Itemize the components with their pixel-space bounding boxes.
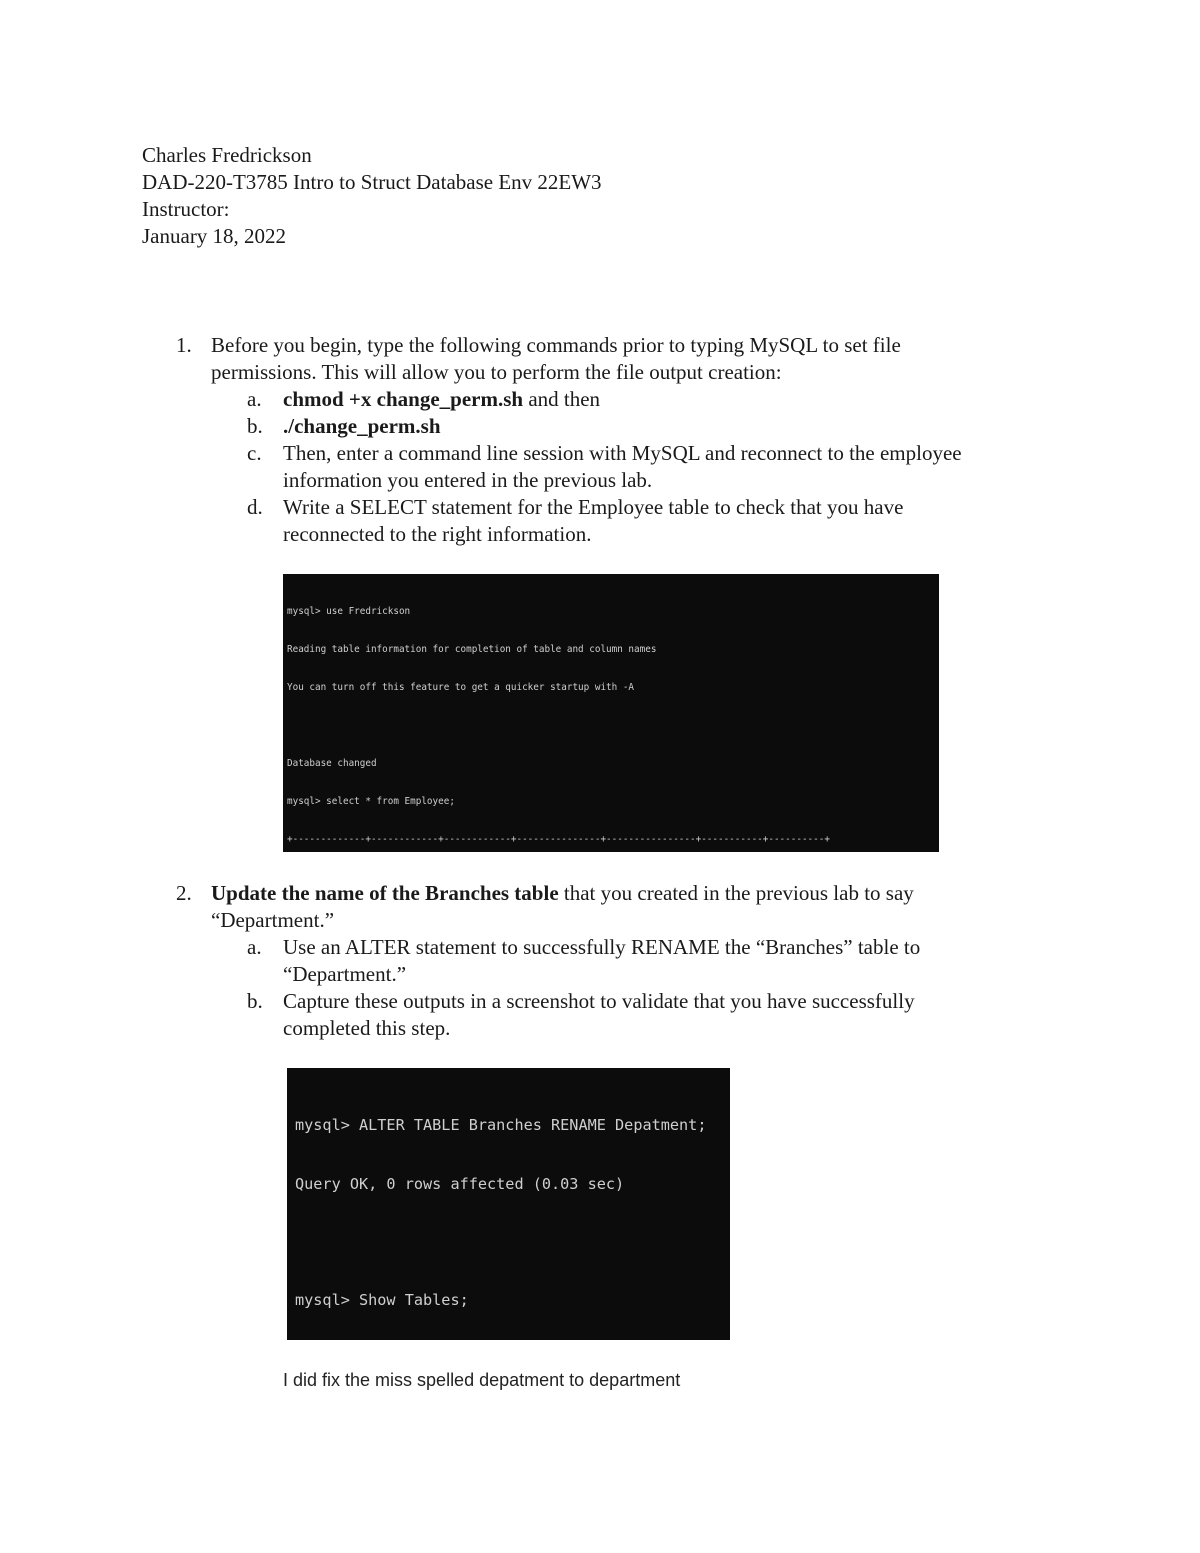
sub-item-text: and then — [523, 387, 601, 411]
sub-item-text-line1: Use an ALTER statement to successfully RENAME the “Branches” table to — [283, 935, 921, 959]
sub-item-letter: a. — [247, 935, 262, 959]
question-1 — [142, 332, 1062, 548]
sub-item-letter: a. — [247, 387, 262, 411]
sub-item-text-line2: “Department.” — [283, 962, 407, 986]
terminal-line: mysql> use Fredrickson — [287, 605, 411, 617]
terminal-line: mysql> Show Tables; — [295, 1291, 469, 1310]
instructor-label: Instructor: — [142, 197, 230, 221]
question-bold-text: Update the name of the Branches table — [211, 881, 559, 905]
sub-item-c — [247, 440, 1062, 494]
sub-item-text-line2: information you entered in the previous lab. — [283, 468, 653, 492]
command-text: chmod +x change_perm.sh — [283, 387, 524, 411]
question-text-line1 — [211, 880, 1062, 907]
command-text: ./change_perm.sh — [283, 414, 441, 438]
terminal-line — [287, 719, 935, 728]
document-header — [142, 142, 602, 250]
question-text-line1: Before you begin, type the following commands prior to typing MySQL to set file — [211, 333, 901, 357]
terminal-line: Query OK, 0 rows affected (0.03 sec) — [295, 1174, 625, 1193]
sub-item-text-line2: completed this step. — [283, 1016, 451, 1040]
question-text-line2: “Department.” — [211, 908, 335, 932]
mysql-terminal-screenshot-1 — [283, 574, 939, 852]
sub-item-text-line1: Capture these outputs in a screenshot to validate that you have successfully — [283, 989, 915, 1013]
terminal-line: mysql> ALTER TABLE Branches RENAME Depatment; — [295, 1116, 707, 1135]
terminal-line: mysql> select * from Employee; — [287, 796, 455, 808]
question-2 — [142, 880, 1062, 1042]
sub-item-b — [247, 988, 1062, 1042]
terminal-line — [295, 1232, 722, 1247]
sub-item-a — [247, 934, 1062, 988]
question-number: 2. — [176, 881, 192, 905]
terminal-line: You can turn off this feature to get a quicker startup with -A — [287, 682, 635, 694]
question-text-line2: permissions. This will allow you to perform the file output creation: — [211, 360, 782, 384]
sub-item-text-line1: Then, enter a command line session with MySQL and reconnect to the employee — [283, 441, 962, 465]
question-text: that you created in the previous lab to say — [558, 881, 914, 905]
course-title: DAD-220-T3785 Intro to Struct Database Env 22EW3 — [142, 170, 602, 194]
mysql-terminal-screenshot-2 — [287, 1068, 730, 1340]
sub-item-b — [247, 413, 1062, 440]
author-name: Charles Fredrickson — [142, 143, 312, 167]
sub-item-text-line1: Write a SELECT statement for the Employee table to check that you have — [283, 495, 904, 519]
sub-item-letter: b. — [247, 414, 263, 438]
table-border: +-------------+------------+------------+---------------+----------------+-----------+----------+ — [287, 834, 830, 846]
sub-item-a — [247, 386, 1062, 413]
terminal-line: Database changed — [287, 758, 377, 770]
sub-item-letter: d. — [247, 495, 263, 519]
sub-item-letter: c. — [247, 441, 262, 465]
sub-item-d — [247, 494, 1062, 548]
author-note: I did fix the miss spelled depatment to department — [283, 1370, 681, 1390]
terminal-line: Reading table information for completion of table and column names — [287, 643, 657, 655]
sub-item-text-line2: reconnected to the right information. — [283, 522, 592, 546]
document-date: January 18, 2022 — [142, 224, 287, 248]
question-number: 1. — [176, 333, 192, 357]
sub-item-letter: b. — [247, 989, 263, 1013]
